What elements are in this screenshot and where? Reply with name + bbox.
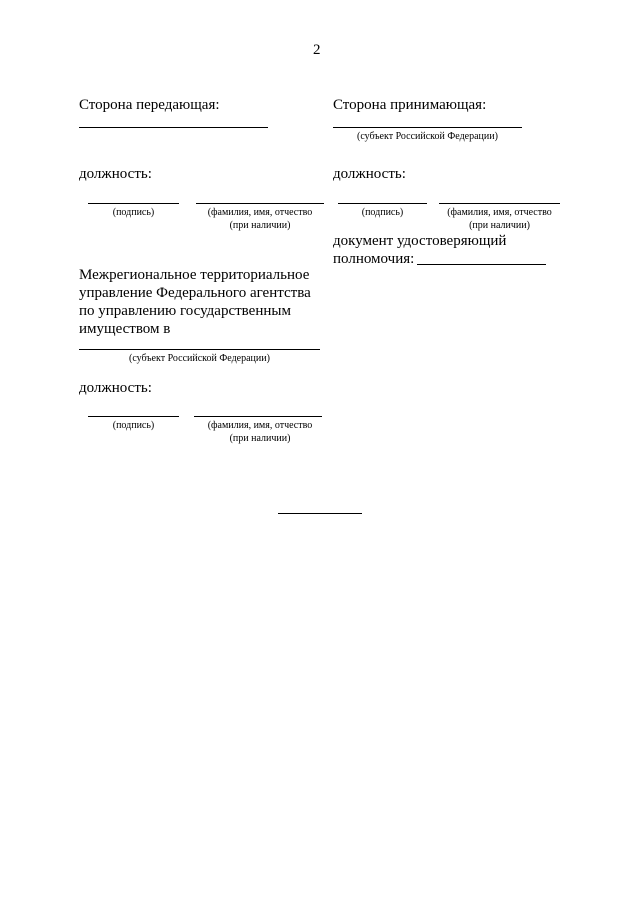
right-signature-line: [338, 203, 427, 204]
right-position-label: должность:: [333, 166, 406, 182]
left-position-label: должность:: [79, 166, 152, 182]
left-heading: Сторона передающая:: [79, 97, 220, 113]
right-doc-line1: документ удостоверяющий: [333, 233, 507, 249]
right-subject-line: [333, 127, 522, 128]
left-org-text: Межрегиональное территориальное управление Федерального агентства по управлению государственным имуществом в: [79, 267, 311, 337]
left-fio-caption-2-line1: (фамилия, имя, отчество: [207, 420, 313, 431]
right-fio-caption-2: (при наличии): [469, 220, 530, 231]
right-fio-line: [439, 203, 560, 204]
left-subject-line: [79, 349, 320, 350]
left-fio-caption-2: (при наличии): [229, 220, 291, 231]
left-signature-caption: (подпись): [112, 207, 155, 218]
left-party-line: [79, 127, 268, 128]
left-fio-line: [196, 203, 324, 204]
right-signature-caption: (подпись): [361, 207, 404, 218]
left-signature-caption-2: (подпись): [112, 420, 155, 431]
left-fio-caption-1: (фамилия, имя, отчество: [207, 207, 313, 218]
right-fio-caption-1: (фамилия, имя, отчество: [447, 207, 552, 218]
left-fio-caption-2-line2: (при наличии): [229, 433, 291, 444]
right-doc-line: [417, 264, 546, 265]
right-subject-caption: (субъект Российской Федерации): [357, 131, 498, 142]
right-doc-line2: полномочия:: [333, 251, 415, 267]
left-subject-caption: (субъект Российской Федерации): [129, 353, 270, 364]
right-heading: Сторона принимающая:: [333, 97, 487, 113]
left-signature-line: [88, 203, 179, 204]
left-fio-line-2: [194, 416, 322, 417]
page-number: 2: [313, 42, 321, 58]
left-signature-line-2: [88, 416, 179, 417]
left-position-label-2: должность:: [79, 380, 152, 396]
bottom-separator: [278, 513, 362, 514]
